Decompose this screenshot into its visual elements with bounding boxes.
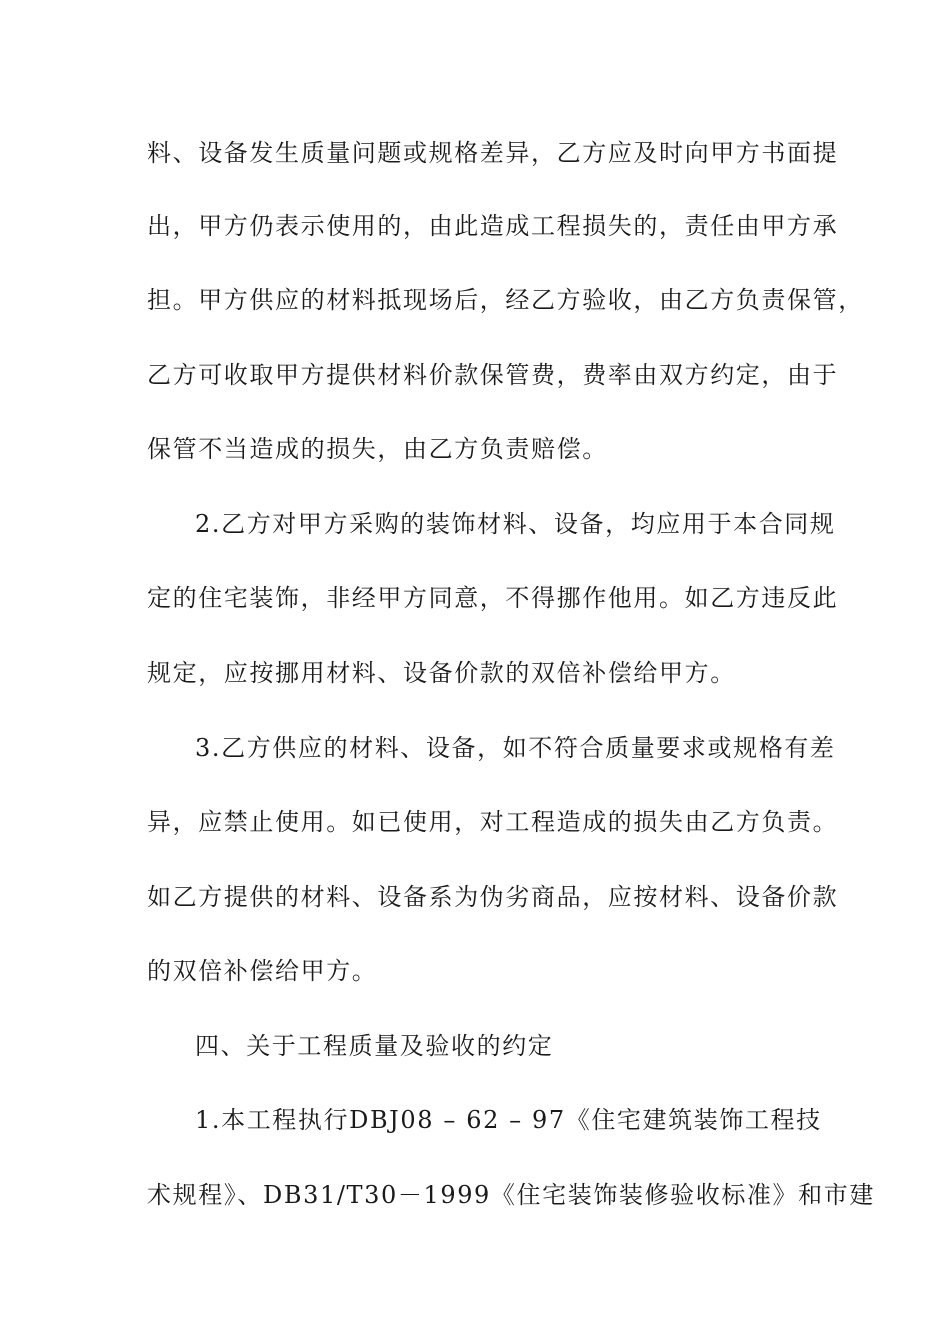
text-line: 保管不当造成的损失，由乙方负责赔偿。 [147, 435, 608, 463]
text-line: 出，甲方仍表示使用的，由此造成工程损失的，责任由甲方承 [147, 212, 839, 240]
paragraph-start-line: 3.乙方供应的材料、设备，如不符合质量要求或规格有差 [195, 734, 836, 762]
text-line: 异，应禁止使用。如已使用，对工程造成的损失由乙方负责。 [147, 808, 839, 836]
text-line: 担。甲方供应的材料抵现场后，经乙方验收，由乙方负责保管， [147, 286, 864, 314]
paragraph-start-line: 1.本工程执行DBJ08 – 62 – 97《住宅建筑装饰工程技 [195, 1106, 822, 1134]
text-line: 定的住宅装饰，非经甲方同意，不得挪作他用。如乙方违反此 [147, 584, 839, 612]
text-line: 规定，应按挪用材料、设备价款的双倍补偿给甲方。 [147, 659, 736, 687]
text-line: 的双倍补偿给甲方。 [147, 957, 378, 985]
text-line: 乙方可收取甲方提供材料价款保管费，费率由双方约定，由于 [147, 361, 839, 389]
text-line: 术规程》、DB31/T30－1999《住宅装饰装修验收标准》和市建 [147, 1181, 875, 1209]
paragraph-start-line: 2.乙方对甲方采购的装饰材料、设备，均应用于本合同规 [195, 510, 836, 538]
section-heading: 四、关于工程质量及验收的约定 [195, 1032, 554, 1060]
text-line: 料、设备发生质量问题或规格差异，乙方应及时向甲方书面提 [147, 139, 839, 167]
text-line: 如乙方提供的材料、设备系为伪劣商品，应按材料、设备价款 [147, 883, 839, 911]
